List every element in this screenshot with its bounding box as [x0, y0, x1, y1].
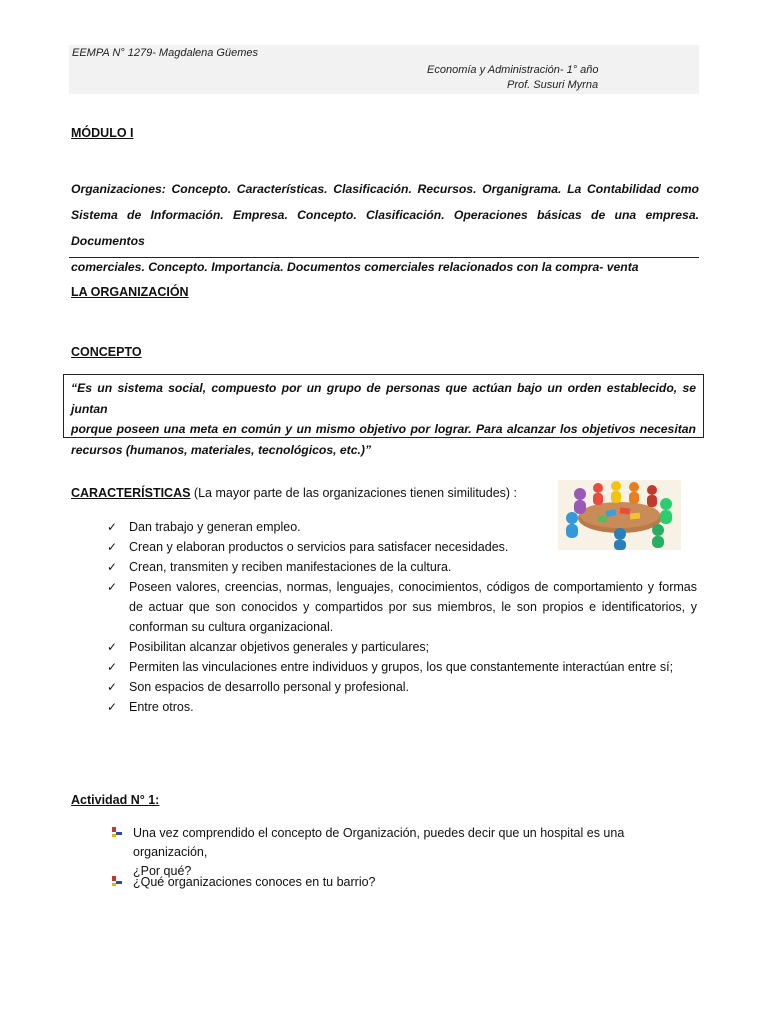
characteristics-heading — [71, 486, 517, 500]
check-icon: ✓ — [107, 520, 118, 534]
characteristics-list — [107, 517, 697, 717]
check-icon: ✓ — [107, 540, 118, 554]
section-title: LA ORGANIZACIÓN — [71, 285, 189, 299]
topics-line: Organizaciones: Concepto. Características. Clasificación. Recursos. Organigrama. La Contabilidad como — [71, 182, 699, 196]
characteristics-title: CARACTERÍSTICAS — [71, 486, 191, 500]
activity-title: Actividad N° 1: — [71, 793, 160, 807]
activity-question — [112, 873, 702, 892]
check-icon: ✓ — [107, 700, 118, 714]
list-item — [107, 517, 697, 537]
list-item — [107, 677, 697, 697]
list-item-text: Permiten las vinculaciones entre individuos y grupos, los que constantemente interactúan entre sí; — [129, 660, 674, 674]
concept-line: recursos (humanos, materiales, tecnológicos, etc.)” — [71, 442, 372, 457]
check-icon: ✓ — [107, 640, 118, 654]
list-item-text: de actuar que son conocidos y compartidos por sus miembros, le son propios e identificatorios, y — [129, 600, 697, 614]
list-item-text: Son espacios de desarrollo personal y profesional. — [129, 680, 410, 694]
list-item — [107, 577, 697, 637]
list-item-text: Poseen valores, creencias, normas, lenguajes, conocimientos, códigos de comportamiento y formas — [129, 580, 697, 594]
check-icon: ✓ — [107, 660, 118, 674]
subject-name: Economía y Administración- 1° año — [427, 64, 599, 76]
teacher-name: Prof. Susuri Myrna — [507, 79, 599, 91]
question-text: ¿Por qué? — [133, 864, 192, 878]
list-item — [107, 697, 697, 717]
concept-line: “Es un sistema social, compuesto por un grupo de personas que actúan bajo un orden establecido, se juntan — [71, 381, 696, 416]
list-item-text: Crean, transmiten y reciben manifestaciones de la cultura. — [129, 560, 452, 574]
list-item-text: Posibilitan alcanzar objetivos generales y particulares; — [129, 640, 430, 654]
divider-line — [69, 257, 699, 258]
check-icon: ✓ — [107, 560, 118, 574]
list-item-text: conforman su cultura organizacional. — [129, 620, 334, 634]
list-item — [107, 557, 697, 577]
question-text: ¿Qué organizaciones conoces en tu barrio? — [133, 875, 376, 889]
concept-title: CONCEPTO — [71, 345, 142, 359]
list-item-text: Crean y elaboran productos o servicios para satisfacer necesidades. — [129, 540, 509, 554]
list-item-text: Entre otros. — [129, 700, 194, 714]
arrow-bullet-icon — [112, 876, 122, 886]
school-name: EEMPA N° 1279- Magdalena Güemes — [72, 47, 258, 59]
arrow-bullet-icon — [112, 827, 122, 837]
check-icon: ✓ — [107, 580, 118, 594]
check-icon: ✓ — [107, 680, 118, 694]
concept-line: porque poseen una meta en común y un mismo objetivo por lograr. Para alcanzar los objetivos necesitan — [71, 422, 696, 436]
topics-paragraph — [71, 176, 699, 280]
concept-definition-box — [63, 374, 704, 457]
topics-line: comerciales. Concepto. Importancia. Documentos comerciales relacionados con la compra- venta — [71, 260, 639, 274]
list-item — [107, 637, 697, 657]
list-item — [107, 537, 697, 557]
list-item — [107, 657, 697, 677]
topics-line: Sistema de Información. Empresa. Concepto. Clasificación. Operaciones básicas de una empresa. Documentos — [71, 208, 699, 248]
module-title: MÓDULO I — [71, 126, 134, 140]
list-item-text: Dan trabajo y generan empleo. — [129, 520, 301, 534]
characteristics-subtitle: (La mayor parte de las organizaciones tienen similitudes) : — [190, 486, 518, 500]
question-text: Una vez comprendido el concepto de Organización, puedes decir que un hospital es una organización, — [133, 826, 625, 859]
